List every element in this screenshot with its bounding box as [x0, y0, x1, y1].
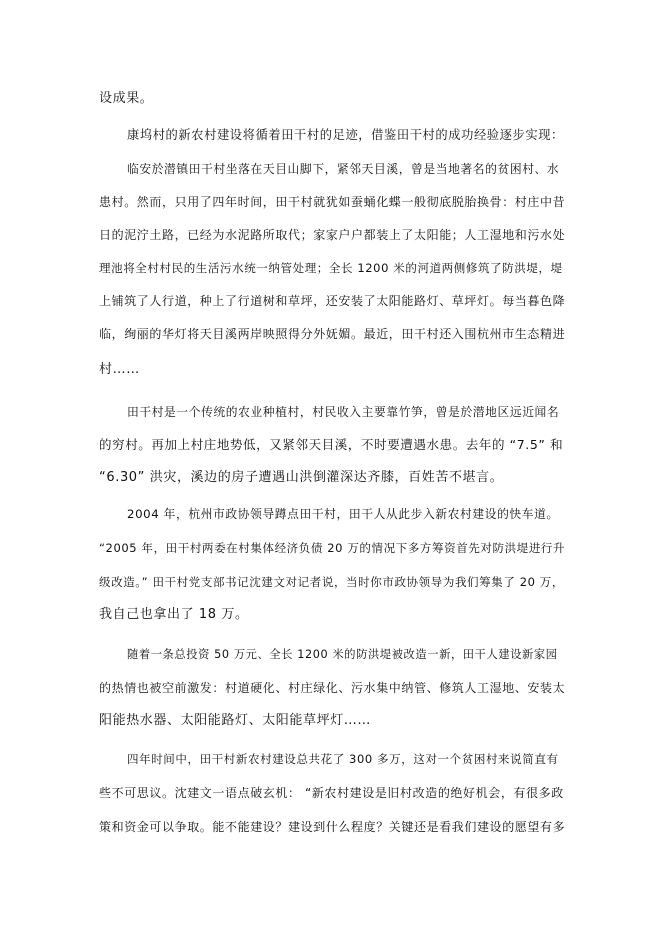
text-line: 些不可思议。沈建文一语点破玄机： “新农村建设是旧村改造的绝好机会，有很多政 [99, 786, 564, 800]
text-line: 2004 年，杭州市政协领导蹲点田干村，田干人从此步入新农村建设的快车道。 [127, 507, 559, 521]
text-line: 的热情也被空前激发：村道硬化、村庄绿化、污水集中纳管、修筑人工湿地、安装太 [99, 681, 566, 695]
text-line: 日的泥泞土路，已经为水泥路所取代；家家户户都装上了太阳能；人工湿地和污水处 [99, 228, 566, 242]
text-line: 临安於潜镇田干村坐落在天目山脚下，紧邻天目溪，曾是当地著名的贫困村、水 [127, 162, 560, 176]
text-line: 上铺筑了人行道，种上了行道树和草坪，还安装了太阳能路灯、草坪灯。每当暮色降 [99, 294, 566, 308]
text-line: 理池将全村村民的生活污水统一纳管处理；全长 1200 米的河道两侧修筑了防洪堤，堤 [99, 261, 563, 275]
text-line: 四年时间中，田干村新农村建设总共花了 300 多万，这对一个贫困村来说简直有 [127, 752, 559, 766]
text-line: 田干村是一个传统的农业种植村，村民收入主要靠竹笋，曾是於潜地区远近闻名 [127, 405, 560, 419]
text-line: 我自己也拿出了 18 万。 [99, 607, 249, 622]
text-line: 随着一条总投资 50 万元、全长 1200 米的防洪堤被改造一新，田干人建设新家园 [127, 648, 558, 661]
text-line: 级改造。” 田干村党支部书记沈建文对记者说，当时你市政协领导为我们筹集了 20 万， [99, 575, 565, 589]
text-line: 患村。然而，只用了四年时间，田干村就犹如蚕蛹化蝶一般彻底脱胎换骨：村庄中昔 [99, 195, 566, 209]
text-line: “6.30” 洪灾，溪边的房子遭遇山洪倒灌深达齐膝，百姓苦不堪言。 [99, 470, 504, 485]
text-line: 阳能热水器、太阳能路灯、太阳能草坪灯…… [99, 713, 372, 728]
text-line: 村…… [99, 362, 140, 377]
text-line: 设成果。 [99, 91, 154, 106]
text-line: “2005 年，田干村两委在村集体经济负债 20 万的情况下多方筹资首先对防洪堤进行升 [99, 541, 566, 555]
text-line: 策和资金可以争取。能不能建设？建设到什么程度？关键还是看我们建设的愿望有多 [99, 820, 566, 834]
text-line: 的穷村。再加上村庄地势低，又紧邻天目溪，不时要遭遇水患。去年的 “7.5” 和 [99, 437, 564, 452]
text-line: 康坞村的新农村建设将循着田干村的足迹，借鉴田干村的成功经验逐步实现： [127, 128, 564, 142]
text-line: 临，绚丽的华灯将天目溪两岸映照得分外妩媚。最近，田干村还入围杭州市生态精进 [99, 327, 566, 341]
